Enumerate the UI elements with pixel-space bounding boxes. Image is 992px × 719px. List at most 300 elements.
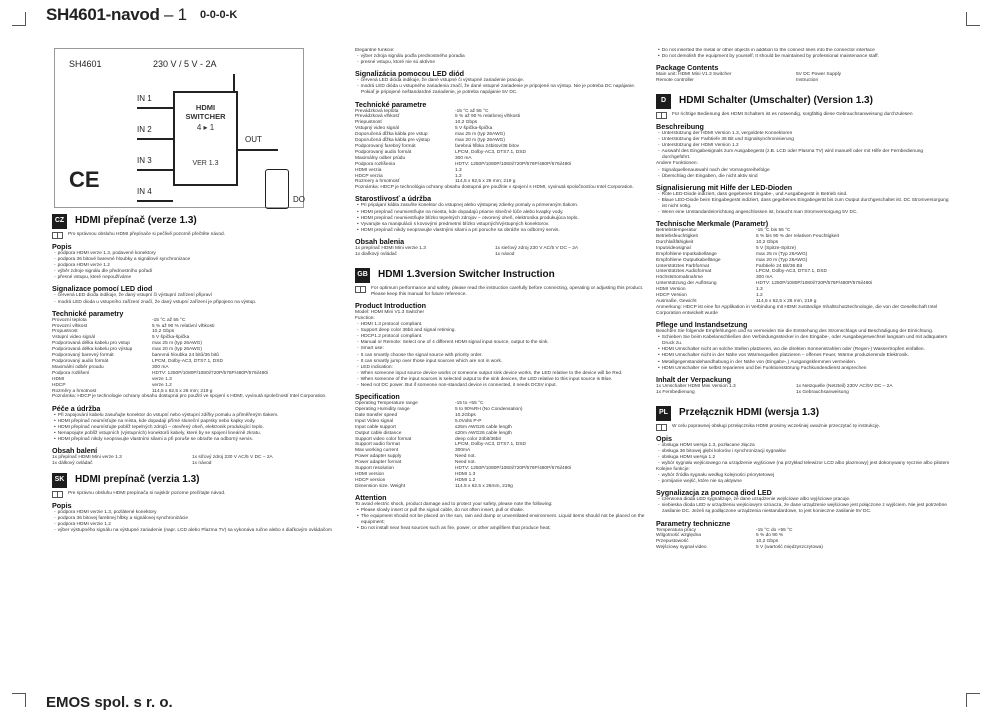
param-value: HDMI 1.2 xyxy=(455,477,476,483)
param-value: 10,2 Gbps xyxy=(455,120,478,126)
param-name: Przepustowość xyxy=(656,539,689,545)
heading-de-params: Technische Merkmale (Parametr) xyxy=(656,219,769,229)
param-value: 5.0Volts P-P xyxy=(455,418,482,424)
param-name: Podporovaný farebný formát xyxy=(355,144,416,149)
param-value: Farbtiefe 24 Bit/36 Bit xyxy=(756,263,803,269)
param-value: 5 V (Spitze-Spitze) xyxy=(756,245,796,251)
list-item: - wybór źródła sygnału według kolejności priorytetowej xyxy=(656,473,952,479)
param-value: 114,5 x 62,5 x 26 mm; 219 g xyxy=(152,388,213,394)
list-item: - Support deep color 36bit and signal retiming. xyxy=(355,328,646,334)
pkg-item: 1x návod xyxy=(192,460,212,466)
document-title: SH4601-navod – 1 xyxy=(46,5,187,24)
param-value: LPCM, Dolby-AC3, DTS7.1, DSD xyxy=(455,149,526,155)
param-value: verze 1.3 xyxy=(152,376,172,382)
table-cz-pkg xyxy=(52,455,332,467)
param-name: Support audio format xyxy=(355,442,400,448)
param-value: max 20 m (typ 26AWG) xyxy=(152,347,202,353)
table-sk-params xyxy=(355,109,571,186)
param-name: Propustnost xyxy=(52,329,78,335)
list-item: - HDMI 1.3 protocol compliant. xyxy=(355,322,646,328)
param-value: 5 to 90%RH (No Condensation) xyxy=(455,407,523,413)
list-item: - wybór sygnału wejściowego na urządzenie wyjściowe (na przykład telewizor LCD albo plazmowy) jest dokonywany ręcznie albo pilotem xyxy=(656,461,952,467)
table-row xyxy=(52,371,268,377)
param-value: 114,5 x 62,5 x 26 mm, 219 g xyxy=(756,299,817,304)
list-item: - When someone of the input sources is selected output to the sink devices, the LED relative to this input source is Blue. xyxy=(355,377,646,383)
pkg-item: 1x sieťový zdroj 230 V AC/5 V DC – 2A xyxy=(495,245,579,251)
heading-gb-spec: Specification xyxy=(355,392,400,402)
diagram-out: OUT xyxy=(245,135,262,144)
param-name: Empfohlene Inputkabellänge xyxy=(656,251,717,257)
param-value: -15 °C do +55 °C xyxy=(756,527,793,533)
param-value: max 20 m (Typ 26AWG) xyxy=(756,257,808,263)
param-name: HDCP verzia xyxy=(355,173,383,179)
param-name: Podpora rozlišení xyxy=(52,370,90,376)
badge-cz: CZ xyxy=(52,214,67,229)
param-value: 300mA xyxy=(455,448,471,454)
list-item: - podpora HDMI verzie 1.2 xyxy=(52,522,346,528)
column-right xyxy=(656,48,952,693)
pkg-item: 1x návod xyxy=(495,251,515,257)
list-item: • HDMI Umschalter nicht an solche Stellen platzieren, wo die direkten Sonnenstrahlen oder (Regen-) Wassertropfen einfallen. xyxy=(656,347,952,353)
pkg-item: 1x Umschalter HDMI Mini Version 1.3 xyxy=(656,383,736,389)
list-item: • Vyvarujte sa manipulácii s kovovými predmetmi blízko vstupných/výstupných konektorov. xyxy=(355,222,646,228)
crop-mark-bottom-right xyxy=(966,693,980,707)
list-sk-popis xyxy=(52,510,346,534)
pkg-item: 1x dálkový ovládač xyxy=(52,460,93,466)
gb-intro-func: Function: xyxy=(355,316,375,321)
param-value: 10,2 Gbps xyxy=(152,329,175,335)
title-pl: Przełącznik HDMI (wersja 1.3) xyxy=(679,407,820,419)
param-value: 5 % bis 90 % der relativen Feuchtigkeit xyxy=(756,234,839,240)
list-item: - obsługa HDMI wersja 1.3, pozłacane złącza xyxy=(656,443,952,449)
table-de-params xyxy=(656,228,872,305)
list-item: - obsługa 36 bitowej głębi kolorów i synchronizacji sygnałów xyxy=(656,449,952,455)
param-name: Prevádzková vlhkosť xyxy=(355,114,400,120)
heading-sk-pkg: Obsah balenia xyxy=(355,236,405,246)
title-de: HDMI Schalter (Umschalter) (Version 1.3) xyxy=(679,95,873,107)
param-name: Betriebsfeuchtigkeit xyxy=(656,234,698,240)
book-icon xyxy=(52,491,63,498)
sk-cont-heading: Elegantné funkcie: xyxy=(355,48,395,53)
note-cz: Pro správnou obsluhu HDMI přepínače si pečlivě pozorně přečtěte návod. xyxy=(52,232,346,239)
heading-pl-desc: Opis xyxy=(656,433,672,443)
list-pl-other xyxy=(656,473,952,485)
param-value: 5 V špička-špička xyxy=(152,335,190,341)
list-item: - podpora 36 bitovej farebnej hĺbky a signálovej synchronizácie xyxy=(52,516,346,522)
list-item: - modrá LED dióda u vstupného zariadenia značí, že dané vstupné zariadenie je pripojené na výstup. Nie je potreba DC napájanie. Pokiaľ je pripojené neštandardné zariadenie, je potreba napájanie 5V DC. xyxy=(355,84,646,96)
list-item: - When someone input source device works or someone output sink device works, the LED relative to the device will be Red. xyxy=(355,371,646,377)
param-name: Podporovaný barevný formát xyxy=(52,353,114,359)
diagram-line-in3 xyxy=(137,169,173,171)
param-value: HDTV: 1250P/1080P/1080i/720P/576P/480P/576i/480i xyxy=(756,281,873,287)
badge-pl: PL xyxy=(656,406,671,421)
param-name: Maximální odběr proudu xyxy=(52,364,104,370)
list-item: - LED indication: xyxy=(355,365,646,371)
pkg-item: 1x diaľkový ovládač xyxy=(355,251,397,257)
list-item: • HDMI přepínač neumísťujte poblíž tepelných zdrojů – otevřený oheň, elektronik produkující teplo. xyxy=(52,425,346,431)
section-sk xyxy=(52,473,346,488)
param-value: LPCM, Dolby-AC3, DTS7.1, DSD xyxy=(455,442,526,448)
list-sk-cont xyxy=(355,54,646,66)
list-item: - Unterstützung der Farbtiefe 36 Bit und Signalsynchronisierung xyxy=(656,137,952,143)
list-item: - Auswahl des Eingabesignals zum Ausgabegerät (z.B. LCD oder Plasma TV) wird manuell oder mit Hilfe der Fernbedienung durchgeführt. xyxy=(656,149,952,161)
param-name: Ausmaße, Gewicht xyxy=(656,299,697,304)
list-item: - Rote LED-Diode indiziert, dass gegebenes Eingabe-, und Ausgabegerät in Betrieb sind. xyxy=(656,192,952,198)
footer-company: EMOS spol. s r. o. xyxy=(46,694,173,711)
book-icon xyxy=(52,232,63,239)
param-value: HDMI 1.3 xyxy=(455,472,476,477)
note-de: Für richtige Bedienung des HDMI Schalters ist es notwendig, sorgfältig diese Gebrauchsanweisung durchzulesen xyxy=(656,112,952,119)
list-item: - Wenn eine Unstandardeinrichtung angeschlossen ist, braucht man Stromversorgung 5V DC. xyxy=(656,210,952,216)
de-care-intro: Beachten Sie folgende Empfehlungen und so vermeiden Sie die Entstehung des Stromschlags und Beschädigung der Einrichtung. xyxy=(656,329,934,335)
diagram-in4: IN 4 xyxy=(137,187,152,196)
crop-mark-top-right xyxy=(966,12,980,26)
book-icon xyxy=(656,112,667,119)
param-value: max 20 m (typ 26AWG) xyxy=(455,138,505,144)
pkg-item: Instruction xyxy=(796,78,819,84)
list-item: - obsługa HDMI wersja 1.2 xyxy=(656,455,952,461)
list-item: • The equipment should not be placed on the sun, rain and damp or unventilated environment. Liquid items should not be placed on the equipment; xyxy=(355,514,646,526)
param-value: barevná hloubka 24 bitů/36 bitů xyxy=(152,353,219,359)
diagram-line-out xyxy=(238,149,278,151)
param-value: 5 V špička-špička xyxy=(455,126,493,132)
list-item: - modrá LED dioda u vstupního zařízení značí, že daný vstupní zařízení je připojeno na výstup. xyxy=(52,300,346,306)
param-name: Rozmery a hmotnosť xyxy=(355,179,400,185)
diagram-power-line xyxy=(233,74,235,91)
table-sk-pkg xyxy=(355,246,635,258)
badge-sk: SK xyxy=(52,473,67,488)
param-name: Durchlaßfähigkeit xyxy=(656,239,694,245)
heading-pl-led: Sygnalizacja za pomocą diod LED xyxy=(656,488,772,498)
table-cz-params xyxy=(52,318,268,395)
pkg-item: 1x síťový zdroj 230 V AC/5 V DC – 2A xyxy=(192,455,273,460)
param-value: 300 mA xyxy=(152,364,169,370)
param-name: HDMI Version xyxy=(656,287,686,293)
param-name: Unterstütztes Farbformat xyxy=(656,263,710,269)
list-pl-desc xyxy=(656,443,952,467)
table-gb-spec xyxy=(355,401,571,490)
column-left xyxy=(52,48,346,693)
list-item: - Signalquellenauswahl nach der Vorrangsreihefolge xyxy=(656,168,952,174)
param-value: 10.2Gbps xyxy=(455,412,476,418)
param-name: Podporovaný audio formát xyxy=(355,149,412,155)
param-name: Input cable support xyxy=(355,424,396,430)
list-item: • HDMI přepínač neumísťujte na místa, kde dopadají přímé sluneční paprsky nebo kapky vody. xyxy=(52,419,346,425)
switcher-box xyxy=(173,91,238,186)
param-value: -15 °C až 55 °C xyxy=(455,108,489,114)
crop-mark-bottom-left xyxy=(12,693,26,707)
param-value: 1.3 xyxy=(756,287,763,293)
pkg-item: Remote controller xyxy=(656,78,694,84)
list-item: - pomijanie wejść, które nie są aktywne xyxy=(656,479,952,485)
param-name: HDCP xyxy=(52,382,66,388)
param-name: Wejściowy sygnał video xyxy=(656,545,707,551)
diagram-power: 230 V / 5 V - 2A xyxy=(153,59,217,69)
heading-cz-popis: Popis xyxy=(52,242,72,251)
list-item: - Manual or Remote: Select one of 4 different HDMI signal input source, output to the sink. xyxy=(355,340,646,346)
badge-gb: GB xyxy=(355,268,370,283)
list-item: • HDMI prepínač neumiestňujte na miesta, kde dopadajú priame slnečné lúče alebo kvapky vody. xyxy=(355,210,646,216)
title-sk: HDMI prepínač (verzia 1.3) xyxy=(75,474,200,486)
list-item: - výber zdroja signálu podľa prednostného poradia xyxy=(355,54,646,60)
heading-sk-care: Starostlivosť a údržba xyxy=(355,194,432,204)
param-name: Podporovaná délka kabelu pro výstup xyxy=(52,347,133,353)
param-name: HDMI version xyxy=(355,472,385,477)
diagram-in3: IN 3 xyxy=(137,156,152,165)
pkg-item: 1x přepínač HDMI Mini verze 1.3 xyxy=(52,455,122,460)
param-value: verze 1.2 xyxy=(152,382,172,388)
pkg-item: Main unit: HDMI Mini V1.3 Switcher xyxy=(656,72,732,78)
table-gb-pkg xyxy=(656,72,936,84)
list-sk-care xyxy=(355,203,646,233)
param-name: Operating Humidity range xyxy=(355,407,410,413)
list-cz-care xyxy=(52,413,346,443)
note-pl: W celu poprawnej obsługi przełącznika HDMI prosimy wcześniej uważnie przeczytać tę instrukcję. xyxy=(656,424,952,431)
heading-gb-intro: Product Introduction xyxy=(355,300,427,310)
heading-cz-pkg: Obsah balení xyxy=(52,446,98,455)
param-value: 300 mA xyxy=(756,275,773,281)
param-name: Vstupný video signál xyxy=(355,126,399,132)
param-value: 114,5 x 62,5 x 26 mm; 219 g xyxy=(455,179,516,185)
param-value: farebná hĺbka 24bitov/36 bitov xyxy=(455,144,520,149)
param-value: Need not. xyxy=(455,460,476,466)
param-value: LPCM, Dolby-AC3, DTS7.1, DSD xyxy=(756,269,827,275)
pl-other-heading: Kolejne funkcje: xyxy=(656,466,690,472)
list-item: • Metallgegenstandehandhabung in der Nähe von (Eingabe-,) Ausgangsklemmen vermeiden. xyxy=(656,360,952,366)
heading-de-led: Signalisierung mit Hilfe der LED-Dioden xyxy=(656,182,793,192)
pkg-item: 1x prepínač HDMI Mini verzie 1.3 xyxy=(355,245,426,251)
param-value: max 25 m (Typ 26AWG) xyxy=(756,251,808,257)
pkg-item: 1x Fernbedienung xyxy=(656,389,695,395)
heading-sk-led: Signalizácia pomocou LED diód xyxy=(355,69,465,79)
connection-diagram xyxy=(54,48,304,208)
param-value: 5 V (wartość międzyszczytowa) xyxy=(756,545,823,551)
param-name: Unterstützung der Auflösung xyxy=(656,281,717,287)
pkg-item: 1x Netzquelle (Netzteil) 230V AC/5V DC – 2A xyxy=(796,383,893,389)
param-name: Maximálny odber prúdu xyxy=(355,155,406,161)
de-other-heading: Andere Funktionen: xyxy=(656,161,698,167)
list-item: • Do not install near heat sources such as fire, power, or other amplifiers that produce heat; xyxy=(355,526,646,532)
section-cz xyxy=(52,214,346,229)
list-item: • HDMI prepínač neumiestňujte blízko tepelných zdrojov – otvorený oheň, elektronika produkujúca teplo. xyxy=(355,216,646,222)
section-gb xyxy=(355,268,646,283)
param-name: Output cable distance xyxy=(355,430,402,436)
param-value: Need not. xyxy=(455,454,476,460)
heading-pl-params: Parametry techniczne xyxy=(656,518,731,528)
param-name: Power adapter format xyxy=(355,460,402,466)
heading-de-care: Pflege und Instandsetzung xyxy=(656,320,748,330)
list-item: • HDMI prepínač nikdy neopravujte vlastnými silami a pri poruche sa obráťte na odborný servis. xyxy=(355,228,646,234)
list-item: - červená LED dióda indikuje, že dané vstupné či výstupné zariadenie pracuje. xyxy=(355,78,646,84)
gb-att-intro: To avoid electric shock, product damage and to protect your safety, please note the following: xyxy=(355,501,553,507)
list-de-care xyxy=(656,335,952,372)
list-item: - přesné vstupu, které nepoužíváme xyxy=(52,275,346,281)
table-pl-params xyxy=(656,528,823,552)
param-value: 10,2 Gbps xyxy=(756,239,779,245)
column-middle xyxy=(355,48,646,693)
param-name: Empfohlene Outputkabellänge xyxy=(656,257,721,263)
param-name: Podpora rozlíšenia xyxy=(355,161,395,167)
note-gb: For optimum performance and safety, please read the instruction carefully before connecting, operating or adjusting this product. Please keep this manual for future reference. xyxy=(355,286,646,298)
diagram-model: SH4601 xyxy=(69,59,102,69)
param-name: Input Video signal xyxy=(355,418,394,424)
heading-gb-pkg: Package Contents xyxy=(656,63,719,73)
param-name: Provozní teplota xyxy=(52,317,87,323)
list-item: - podpora 36 bitové barevné hloubky a signálové synchronizace xyxy=(52,257,346,263)
param-name: Support resolution xyxy=(355,466,394,472)
diagram-line-in2 xyxy=(137,138,173,140)
param-value: LPCM, Dolby-AC3, DTS7.1, DSD xyxy=(152,359,223,364)
list-item: • Do not demolish the equipment by yourself; It should be maintained by professional maintenance staff. xyxy=(656,54,952,60)
section-pl xyxy=(656,406,952,421)
param-value: 10,2 Gbps xyxy=(756,539,779,545)
list-item: - výber výstupného signálu na výstupné zariadenie (napr. LCD alebo Plazma TV) sa vykonáva ručne alebo s diaľkovým ovládačom xyxy=(52,528,346,534)
list-item: - podpora HDMI verze 1.3, podavené konektory xyxy=(52,251,346,257)
list-item: • Pri pripájaní kábla zasuňte konektor do vstupnej alebo výstupnej zdierky pomaly a primeraným tlakom. xyxy=(355,203,646,209)
pkg-item: 1x Gebrauchsanweisung xyxy=(796,389,849,395)
table-row xyxy=(355,162,571,168)
list-gb-intro xyxy=(355,322,646,389)
list-item: - Unterstützung der HDMI Version 1.3, vergoldete Konnektoren xyxy=(656,131,952,137)
switcher-title: HDMI SWITCHER xyxy=(185,103,226,121)
table-row xyxy=(656,545,823,551)
param-value: HDTV: 1250P/1080P/1080i/720P/576P/480P/576i/480i xyxy=(455,466,572,472)
param-name: Inputvideosignal xyxy=(656,245,691,251)
param-name: Date transfer speed xyxy=(355,412,398,418)
list-item: - niebieska dioda LED w urządzeniu wejściowym oznacza, że dane urządzenie wejściowe jest połączone z wyjściem. Nie jest potrzebne zasilanie DC. Jeżeli są podłączone urządzenia niestandardowe, to jest konieczne zasilanie 5V DC. xyxy=(656,503,952,515)
param-value: 1.2 xyxy=(756,293,763,299)
param-name: HDCP Version xyxy=(656,293,687,299)
table-de-pkg xyxy=(656,384,936,396)
heading-sk-params: Technické parametre xyxy=(355,99,427,109)
param-value: 1.2 xyxy=(455,173,462,179)
crop-mark-top-left xyxy=(12,12,26,26)
pkg-item: 5V DC Power Supply xyxy=(796,72,842,78)
diagram-line-in4 xyxy=(137,200,173,202)
note-cz-params: Poznámka: HDCP je technologie ochrany obsahu dostupná pro použití ve spojení s HDMI, vyvinutá společností Intel Corporation. xyxy=(52,394,327,400)
param-value: max 25 m (typ 26AWG) xyxy=(152,341,202,347)
param-name: Dimension size. Weight xyxy=(355,483,406,489)
param-name: Max working current xyxy=(355,448,399,454)
table-row xyxy=(355,484,571,490)
book-icon xyxy=(355,286,366,293)
ce-mark: CE xyxy=(69,167,100,192)
param-name: HDMI verzia xyxy=(355,167,382,173)
param-name: Provozní vlhkost xyxy=(52,323,88,329)
param-value: -15 °C až 55 °C xyxy=(152,317,186,323)
param-value: 300 mA xyxy=(455,155,472,161)
param-name: HDMI xyxy=(52,376,65,382)
list-gb-att xyxy=(355,508,646,532)
param-name: Support video color format xyxy=(355,436,412,442)
list-item: • Nenapojujte poblíž vstupních (výstupních) konektorů kabely, které by se spojení lineárně zkratu. xyxy=(52,431,346,437)
heading-gb-att: Attention xyxy=(355,492,387,502)
param-name: Vstupní video signál xyxy=(52,335,95,341)
param-value: 5 % až 90 % relativní vlhkosti xyxy=(152,323,215,329)
param-name: Doporučená dĺžka kábla pre výstup xyxy=(355,138,430,144)
list-item: - podpora HDMI verzie 1.3, pozlátené konektory xyxy=(52,510,346,516)
list-item: • HDMI Umschalter nie selbst reparieren und bei Funktionsstörung Fachkundendienst ansprechen xyxy=(656,366,952,372)
list-item: • Schieben Sie beim Kabelanschließen den Verbindungsstecker in den Eingabe-, oder Ausgabegerwechsel langsam und mit adäquatem Druck zu. xyxy=(656,335,952,347)
param-value: HDTV: 1250P/1080P/1080i/720P/576P/480P/576i/480i xyxy=(152,370,269,376)
list-de-other xyxy=(656,168,952,180)
param-name: Höchststromabnahme xyxy=(656,275,703,281)
document-code: 0-0-0-K xyxy=(200,9,238,21)
param-name: Rozměry a hmotnost xyxy=(52,388,97,394)
badge-de: D xyxy=(656,94,671,109)
list-item: - Need not DC power. But if someone non-standard device is connected, it needs DC5V input. xyxy=(355,383,646,389)
param-value: deep color 24bit/36bit xyxy=(455,436,501,442)
param-name: Doporučená dĺžka kábla pre vstup xyxy=(355,132,428,138)
param-value: HDTV: 1250P/1080P/1080i/720P/576P/480P/576i/480i xyxy=(455,161,572,167)
param-value: 114.5 x 62.5 x 26mm, 219g xyxy=(455,483,513,489)
list-item: • HDMI Umschalter nicht in der Nähe von Wärmequellen platzieren – offenes Feuer, Wärme produzierende Elektronik. xyxy=(656,353,952,359)
list-item: - It can smartly choose the signal source with priority order. xyxy=(355,353,646,359)
note-sk-params: Poznámka: HDCP je technológia ochrany obsahu dostupná pre použitie v spojení s HDMI, vyvinutá spoločnosťou Intel Corporation. xyxy=(355,185,634,191)
list-de-desc xyxy=(656,131,952,161)
param-value: ≤25m AWG26 cable length xyxy=(455,424,512,430)
diagram-remote: DO xyxy=(293,195,305,204)
list-item: • Do not inserted the metal or other objects in addition to the connect lines into the connector interface xyxy=(656,48,952,54)
gb-intro-model: Model: HDMI Mini V1.3 Switcher xyxy=(355,309,425,315)
param-name: Temperatura pracy xyxy=(656,527,696,533)
list-gb-att-cont xyxy=(656,48,952,60)
title-gb: HDMI 1.3version Switcher Instruction xyxy=(378,269,555,281)
list-item: • HDMI přepínač nikdy neopravujte vlastními silami a při poruše se obraťte na odborný servis. xyxy=(52,437,346,443)
list-item: - Blaue LED-Diode beim Eingabegerät indiziert, dass gegebenes Eingabegerät bis zum Output durchgeschaltet ist. DC Stromversorgung ist nicht nötig. xyxy=(656,198,952,210)
param-value: -15 to +55 °C xyxy=(455,401,484,407)
heading-sk-popis: Popis xyxy=(52,500,72,510)
list-pl-led xyxy=(656,497,952,515)
heading-cz-params: Technické parametry xyxy=(52,308,124,318)
diagram-in2: IN 2 xyxy=(137,125,152,134)
switcher-ratio: 4 ▸ 1 xyxy=(196,123,215,132)
param-value: 5 % do 90 % xyxy=(756,533,784,539)
list-item: - výběr zdroje signálu dle přednostního pořadí xyxy=(52,269,346,275)
list-item: - czerwona dioda LED sygnalizuje, że dane urządzenie wejściowe albo wyjściowe pracuje. xyxy=(656,497,952,503)
diagram-in1: IN 1 xyxy=(137,94,152,103)
list-item: - podpora HDMI verze 1.2 xyxy=(52,263,346,269)
param-value: max 25 m (typ 26AWG) xyxy=(455,132,505,138)
heading-de-desc: Beschreibung xyxy=(656,122,704,131)
list-item: - presné vstupu, ktoré nie sú aktívne xyxy=(355,60,646,66)
section-de xyxy=(656,94,952,109)
param-name: Betriebstemperatur xyxy=(656,228,697,234)
param-name: Operating Temperature range xyxy=(355,401,418,407)
table-row xyxy=(656,281,872,287)
list-item: - červená LED dioda indikuje, že daný vstupní či výstupní zařízení připraví xyxy=(52,293,346,299)
list-item: • Při zapojování kabelu zasuňujte konektor do vstupní nebo výstupní zdířky pomalu a přiměřeným tlakem. xyxy=(52,413,346,419)
param-value: 1.3 xyxy=(455,167,462,173)
list-item: - Unterstützung der HDMI Version 1.2 xyxy=(656,143,952,149)
list-item: • Please slowly insert or pull the signal cable, do not often insert, pull or shake. xyxy=(355,508,646,514)
param-value: -15 °C bis 55 °C xyxy=(756,228,791,234)
diagram-line-in1 xyxy=(137,107,173,109)
param-name: Podporovaná délka kabelu pro vstup xyxy=(52,341,130,347)
list-cz-popis xyxy=(52,251,346,281)
list-cz-led xyxy=(52,293,346,305)
param-value: ≤20m AWG26 cable length xyxy=(455,430,512,436)
title-cz: HDMI přepínač (verze 1.3) xyxy=(75,215,197,227)
note-sk: Pre správnu obsluhu HDMI prepínača si najskôr pozorne prečítajte návod. xyxy=(52,491,346,498)
list-item: - Überschlag der Eingaben, die nicht aktiv sind xyxy=(656,174,952,180)
param-name: Wilgotność względna xyxy=(656,533,702,539)
param-name: HDCP version xyxy=(355,477,386,483)
list-sk-led xyxy=(355,78,646,96)
heading-cz-led: Signalizace pomocí LED diod xyxy=(52,284,153,294)
param-name: Priepustnosť xyxy=(355,120,383,126)
param-name: Prevádzková teplota xyxy=(355,108,399,114)
